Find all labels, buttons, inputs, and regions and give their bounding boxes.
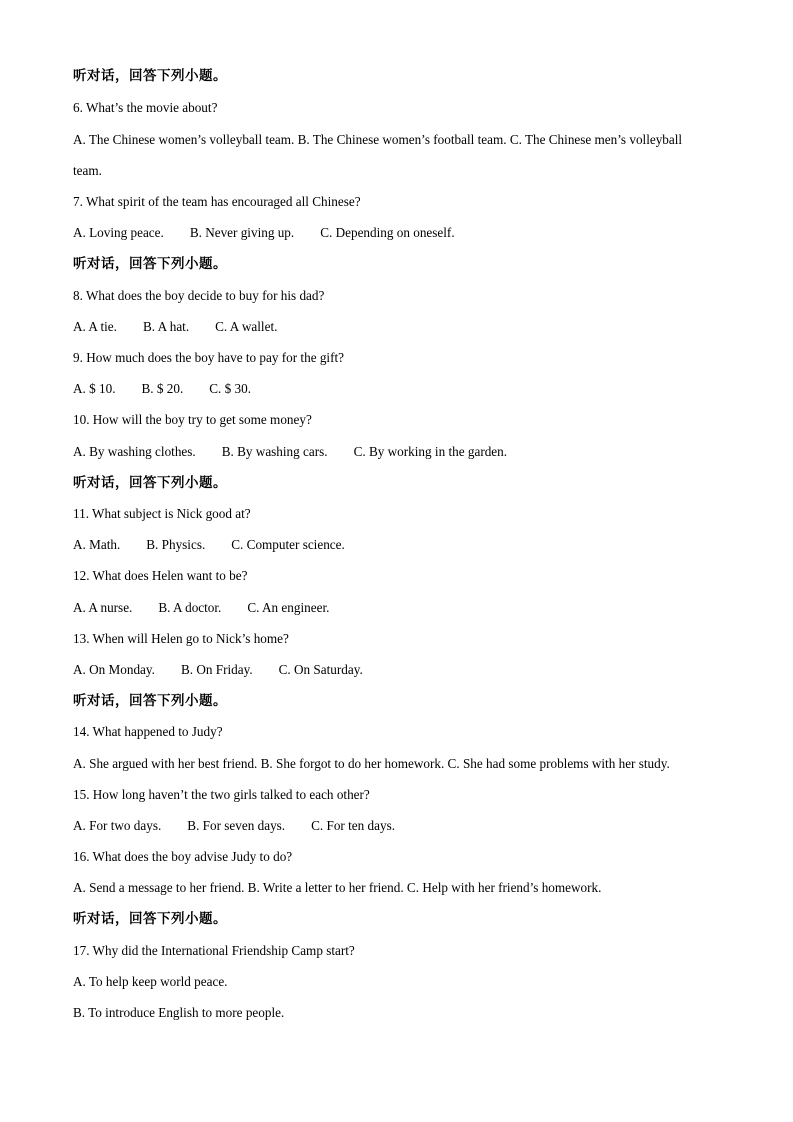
- option-a: A. Math.: [73, 537, 121, 552]
- question-9-options: [73, 381, 251, 397]
- section-heading: 听对话，回答下列小题。: [73, 911, 227, 927]
- option-b: B. By washing cars.: [221, 444, 328, 459]
- option-b: B. Physics.: [146, 537, 206, 552]
- question-6-options: A. The Chinese women’s volleyball team. B. The Chinese women’s football team. C. The Chinese men’s volleyball: [73, 132, 683, 147]
- question-6-options-continued: team.: [73, 163, 102, 178]
- option-b: B. Never giving up.: [189, 225, 295, 240]
- question-13: 13. When will Helen go to Nick’s home?: [73, 631, 289, 646]
- question-14-options: A. She argued with her best friend. B. She forgot to do her homework. C. She had some problems with her study.: [73, 756, 670, 771]
- option-a: A. For two days.: [73, 818, 162, 833]
- option-b: B. On Friday.: [180, 662, 253, 677]
- question-15: 15. How long haven’t the two girls talked to each other?: [73, 787, 370, 802]
- option-a: A. Loving peace.: [73, 225, 164, 240]
- question-11: 11. What subject is Nick good at?: [73, 506, 251, 521]
- option-c: C. Computer science.: [231, 537, 345, 552]
- section-heading: 听对话，回答下列小题。: [73, 475, 227, 491]
- question-13-options: [73, 662, 363, 678]
- question-17: 17. Why did the International Friendship Camp start?: [73, 943, 355, 958]
- question-12-options: [73, 600, 329, 616]
- option-b: B. A doctor.: [158, 600, 222, 615]
- question-9: 9. How much does the boy have to pay for the gift?: [73, 350, 345, 365]
- option-a: A. A nurse.: [73, 600, 133, 615]
- option-c: C. $ 30.: [209, 381, 252, 396]
- option-a: A. By washing clothes.: [73, 444, 196, 459]
- question-10: 10. How will the boy try to get some money?: [73, 412, 312, 427]
- question-7-options: [73, 225, 455, 241]
- question-17-option-a: A. To help keep world peace.: [73, 974, 228, 989]
- section-heading: 听对话，回答下列小题。: [73, 693, 227, 709]
- option-c: C. For ten days.: [311, 818, 395, 833]
- section-heading: 听对话，回答下列小题。: [73, 68, 227, 84]
- option-c: C. An engineer.: [247, 600, 330, 615]
- option-a: A. $ 10.: [73, 381, 116, 396]
- option-c: C. By working in the garden.: [353, 444, 508, 459]
- question-7: 7. What spirit of the team has encouraged all Chinese?: [73, 194, 361, 209]
- option-c: C. On Saturday.: [278, 662, 363, 677]
- section-heading: 听对话，回答下列小题。: [73, 256, 227, 272]
- option-c: C. Depending on oneself.: [320, 225, 455, 240]
- question-14: 14. What happened to Judy?: [73, 724, 223, 739]
- question-6: 6. What’s the movie about?: [73, 100, 218, 115]
- option-c: C. A wallet.: [215, 319, 278, 334]
- option-b: B. $ 20.: [141, 381, 184, 396]
- question-8: 8. What does the boy decide to buy for his dad?: [73, 288, 325, 303]
- option-a: A. On Monday.: [73, 662, 155, 677]
- question-12: 12. What does Helen want to be?: [73, 568, 248, 583]
- question-10-options: [73, 444, 507, 460]
- question-16: 16. What does the boy advise Judy to do?: [73, 849, 293, 864]
- question-8-options: [73, 319, 277, 335]
- option-b: B. For seven days.: [187, 818, 286, 833]
- option-a: A. A tie.: [73, 319, 117, 334]
- option-b: B. A hat.: [142, 319, 190, 334]
- question-11-options: [73, 537, 345, 553]
- question-17-option-b: B. To introduce English to more people.: [73, 1005, 285, 1020]
- question-15-options: [73, 818, 395, 834]
- question-16-options: A. Send a message to her friend. B. Write a letter to her friend. C. Help with her friend’s homework.: [73, 880, 602, 895]
